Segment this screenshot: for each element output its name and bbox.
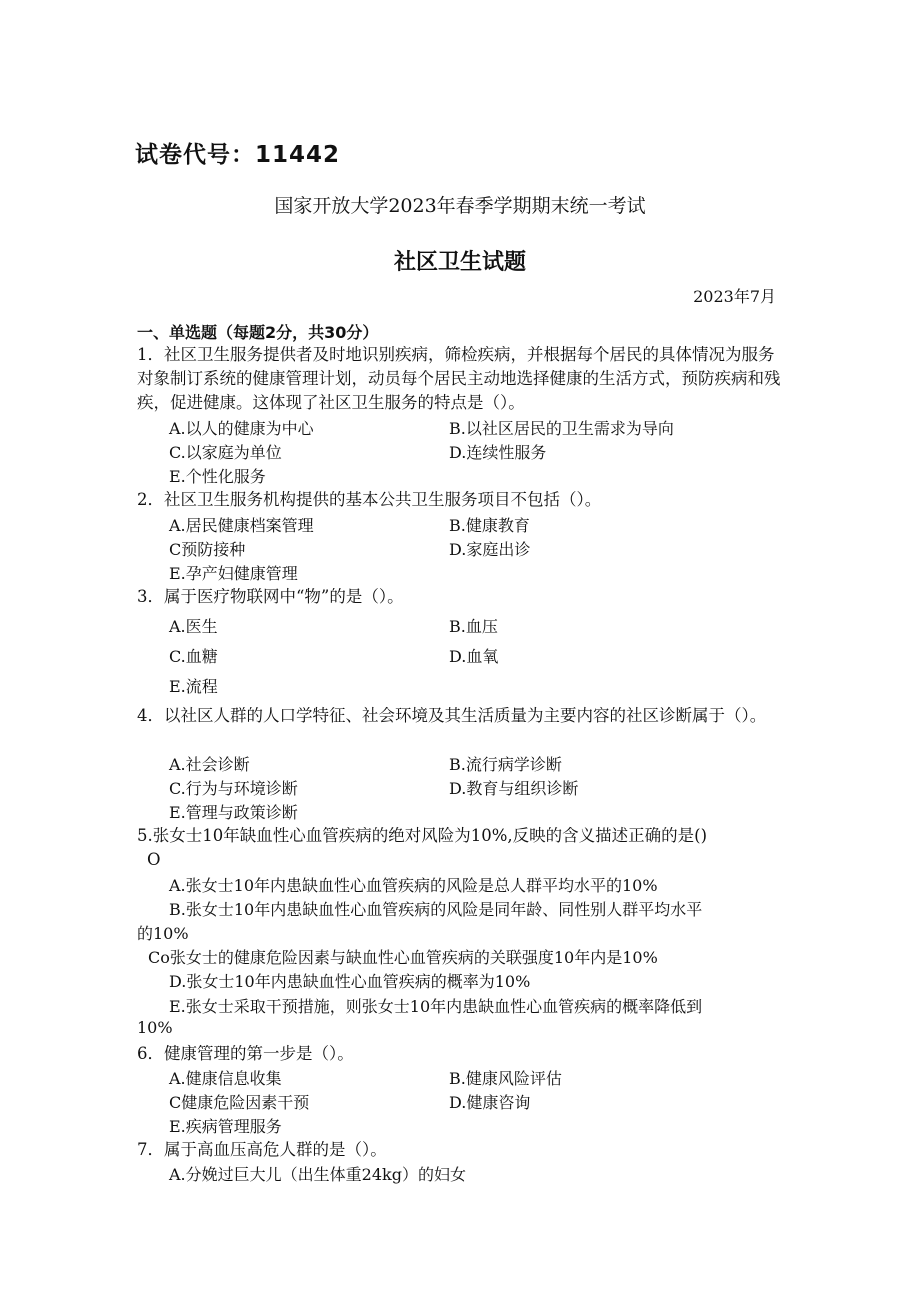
- q4-option-c: C.行为与环境诊断: [169, 779, 298, 798]
- q3-option-e: E.流程: [169, 677, 218, 696]
- q5-option-a: A.张女士10年内患缺血性心血管疾病的风险是总人群平均水平的10%: [169, 876, 658, 895]
- q6-option-d: D.健康咨询: [449, 1093, 531, 1112]
- q3-option-d: D.血氧: [449, 647, 499, 666]
- q6-option-b: B.健康风险评估: [449, 1069, 562, 1088]
- section-title: 一、单选题（每题2分，共30分）: [137, 323, 379, 342]
- q1-option-c: C.以家庭为单位: [169, 443, 282, 462]
- q1-option-d: D.连续性服务: [449, 443, 547, 462]
- q5-option-d: D.张女士10年内患缺血性心血管疾病的概率为10%: [169, 972, 531, 991]
- q5-option-b-line2: 的10%: [137, 924, 189, 943]
- q1-option-a: A.以人的健康为中心: [169, 419, 314, 438]
- q2-option-b: B.健康教育: [449, 516, 530, 535]
- q4-option-e: E.管理与政策诊断: [169, 803, 298, 822]
- exam-code: 试卷代号：11442: [135, 142, 341, 168]
- q4-option-a: A.社会诊断: [169, 755, 250, 774]
- question-1-stem: 1．社区卫生服务提供者及时地识别疾病，筛检疾病，并根据每个居民的具体情况为服务对象制订系统的健康管理计划，动员每个居民主动地选择健康的生活方式，预防疾病和残疾，促进健康。这体现了社区卫生服务的特点是（）。: [137, 345, 781, 412]
- question-7-stem: 7．属于高血压高危人群的是（）。: [137, 1140, 387, 1159]
- q2-option-c: C预防接种: [169, 540, 246, 559]
- subject-title: 社区卫生试题: [393, 250, 526, 275]
- q5-option-c: Co张女士的健康危险因素与缺血性心血管疾病的关联强度10年内是10%: [148, 948, 658, 967]
- exam-title: 国家开放大学2023年春季学期期末统一考试: [274, 195, 646, 217]
- question-6-stem: 6．健康管理的第一步是（）。: [137, 1044, 354, 1063]
- question-2-stem: 2．社区卫生服务机构提供的基本公共卫生服务项目不包括（）。: [137, 490, 602, 509]
- question-4-stem: 4．以社区人群的人口学特征、社会环境及其生活质量为主要内容的社区诊断属于（）。: [137, 706, 767, 725]
- q2-option-a: A.居民健康档案管理: [169, 516, 314, 535]
- q3-option-a: A.医生: [169, 617, 218, 636]
- question-3-stem: 3．属于医疗物联网中“物”的是（）。: [137, 587, 404, 606]
- q5-option-e-line2: 10%: [137, 1018, 173, 1037]
- q6-option-a: A.健康信息收集: [169, 1069, 282, 1088]
- q6-option-e: E.疾病管理服务: [169, 1117, 282, 1136]
- q2-option-d: D.家庭出诊: [449, 540, 531, 559]
- q1-option-e: E.个性化服务: [169, 467, 266, 486]
- question-5-stem-end: O: [147, 850, 161, 869]
- q3-option-c: C.血糖: [169, 647, 218, 666]
- q6-option-c: C健康危险因素干预: [169, 1093, 310, 1112]
- q3-option-b: B.血压: [449, 617, 498, 636]
- q1-option-b: B.以社区居民的卫生需求为导向: [449, 419, 674, 438]
- q5-option-b-line1: B.张女士10年内患缺血性心血管疾病的风险是同年龄、同性别人群平均水平: [169, 900, 703, 919]
- q4-option-b: B.流行病学诊断: [449, 755, 562, 774]
- q7-option-a: A.分娩过巨大儿（出生体重24kg）的妇女: [169, 1165, 466, 1184]
- question-5-stem: 5.张女士10年缺血性心血管疾病的绝对风险为10%,反映的含义描述正确的是(): [137, 826, 708, 845]
- q2-option-e: E.孕产妇健康管理: [169, 564, 298, 583]
- q4-option-d: D.教育与组织诊断: [449, 779, 579, 798]
- exam-date: 2023年7月: [693, 287, 776, 306]
- q5-option-e-line1: E.张女士采取干预措施，则张女士10年内患缺血性心血管疾病的概率降低到: [169, 997, 703, 1016]
